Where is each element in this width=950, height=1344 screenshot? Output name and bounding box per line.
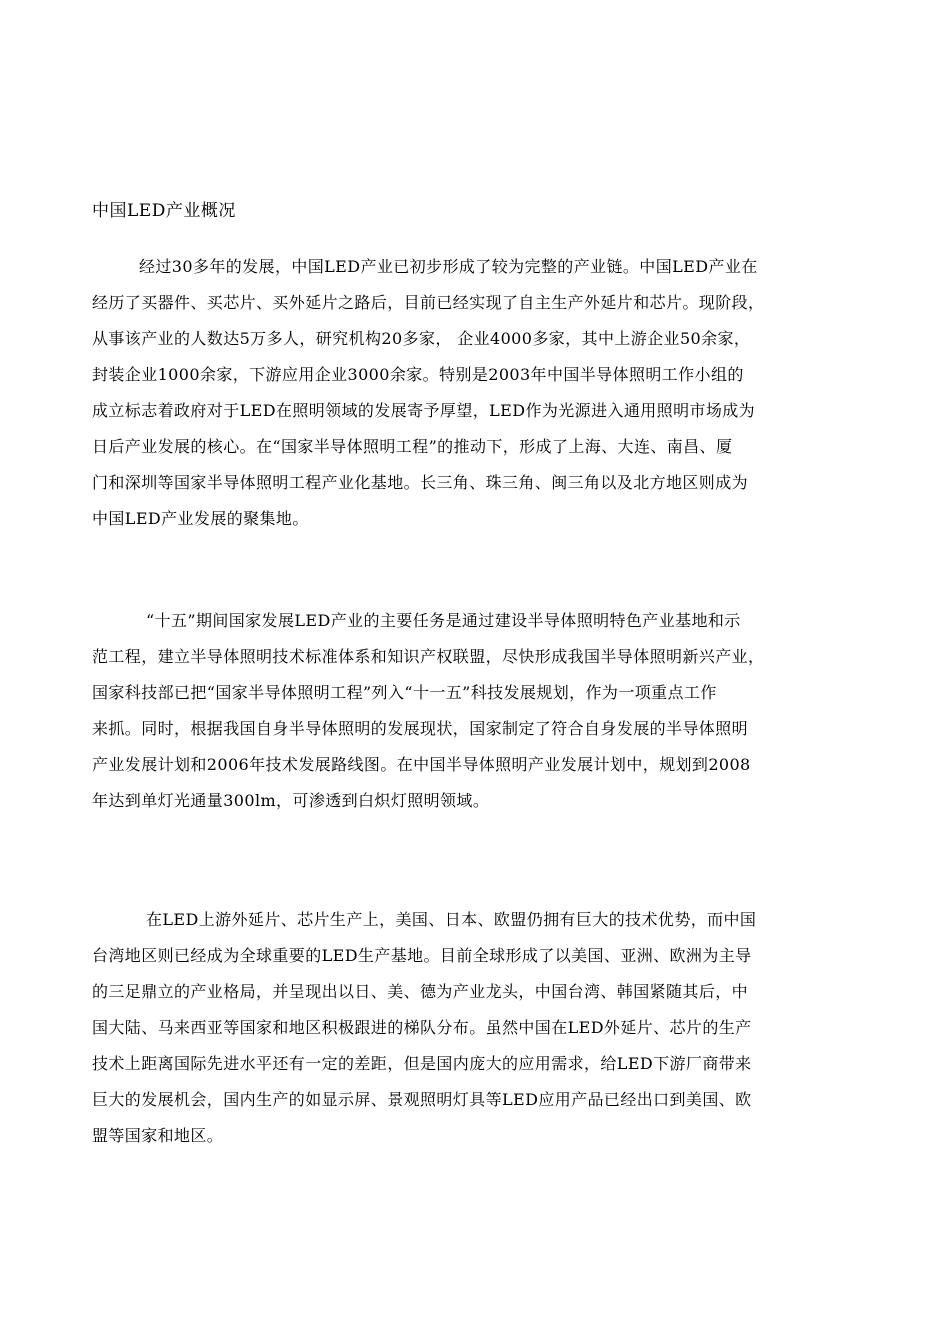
paragraph-line: 盟等国家和地区。: [92, 1126, 224, 1145]
paragraph-global-landscape: [92, 902, 862, 1154]
paragraph-line: 技术上距离国际先进水平还有一定的差距，但是国内庞大的应用需求，给LED下游厂商带来: [92, 1054, 752, 1073]
paragraph-line: 的三足鼎立的产业格局，并呈现出以日、美、德为产业龙头，中国台湾、韩国紧随其后，中: [92, 982, 749, 1001]
paragraph-line: 从事该产业的人数达5万多人，研究机构20多家， 企业4000多家，其中上游企业50余家，: [92, 329, 751, 348]
paragraph-line: 经历了买器件、买芯片、买外延片之路后，目前已经实现了自主生产外延片和芯片。现阶段，: [92, 293, 765, 312]
paragraph-line: 门和深圳等国家半导体照明工程产业化基地。长三角、珠三角、闽三角以及北方地区则成为: [92, 473, 749, 492]
paragraph-industry-overview: [92, 249, 862, 537]
paragraph-line: 台湾地区则已经成为全球重要的LED生产基地。目前全球形成了以美国、亚洲、欧洲为主导: [92, 946, 752, 965]
paragraph-line: 日后产业发展的核心。在“国家半导体照明工程”的推动下，形成了上海、大连、南昌、厦: [92, 437, 733, 456]
paragraph-line: 年达到单灯光通量300lm，可渗透到白炽灯照明领域。: [92, 791, 490, 810]
paragraph-line: 产业发展计划和2006年技术发展路线图。在中国半导体照明产业发展计划中，规划到2008: [92, 755, 751, 774]
paragraph-line: 中国LED产业发展的聚集地。: [92, 509, 309, 528]
paragraph-line: 成立标志着政府对于LED在照明领域的发展寄予厚望，LED作为光源进入通用照明市场成为: [92, 401, 756, 420]
paragraph-line: 巨大的发展机会，国内生产的如显示屏、景观照明灯具等LED应用产品已经出口到美国、欧: [92, 1090, 752, 1109]
page-title: 中国LED产业概况: [92, 201, 236, 221]
paragraph-line: 来抓。同时，根据我国自身半导体照明的发展现状，国家制定了符合自身发展的半导体照明: [92, 719, 749, 738]
paragraph-line: 范工程，建立半导体照明技术标准体系和知识产权联盟，尽快形成我国半导体照明新兴产业，: [92, 647, 765, 666]
paragraph-line: 经过30多年的发展，中国LED产业已初步形成了较为完整的产业链。中国LED产业在: [139, 257, 758, 276]
paragraph-line: 国家科技部已把“国家半导体照明工程”列入“十一五”科技发展规划，作为一项重点工作: [92, 683, 717, 702]
paragraph-line: 在LED上游外延片、芯片生产上，美国、日本、欧盟仍拥有巨大的技术优势，而中国: [146, 910, 757, 929]
paragraph-national-plan: [92, 603, 862, 819]
paragraph-line: “十五”期间国家发展LED产业的主要任务是通过建设半导体照明特色产业基地和示: [146, 611, 741, 630]
paragraph-line: 国大陆、马来西亚等国家和地区积极跟进的梯队分布。虽然中国在LED外延片、芯片的生产: [92, 1018, 752, 1037]
paragraph-line: 封装企业1000余家，下游应用企业3000余家。特别是2003年中国半导体照明工作小组的: [92, 365, 744, 384]
